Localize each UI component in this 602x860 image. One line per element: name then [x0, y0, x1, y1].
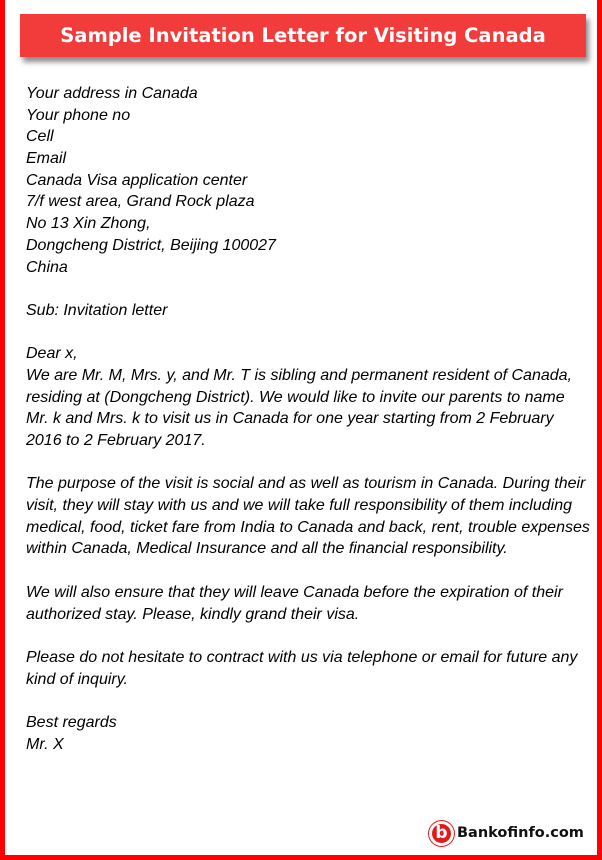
paragraph [26, 473, 598, 560]
recipient-line: No 13 Xin Zhong, [26, 215, 151, 233]
recipient-line: China [26, 258, 68, 276]
recipient-block [26, 170, 598, 278]
paragraph-line: residing at (Dongcheng District). We would like to invite our parents to name [26, 388, 565, 406]
watermark-text: Bankofinfo.com [457, 825, 584, 841]
sender-phone: Your phone no [26, 106, 131, 124]
sender-cell: Cell [26, 128, 54, 146]
salutation: Dear x, [26, 345, 78, 363]
closing-name: Mr. X [26, 735, 64, 753]
paragraph-line: 2016 to 2 February 2017. [26, 432, 206, 449]
paragraph [26, 582, 598, 625]
paragraph-line: within Canada, Medical Insurance and all the financial responsibility. [26, 540, 508, 558]
paragraph-line: We are Mr. M, Mrs. y, and Mr. T is sibling and permanent resident of Canada, [26, 366, 572, 384]
site-watermark [429, 818, 584, 848]
paragraph-line: Mr. k and Mrs. k to visit us in Canada for one year starting from 2 February [26, 410, 554, 428]
sender-block [26, 83, 598, 170]
recipient-line: Dongcheng District, Beijing 100027 [26, 236, 276, 254]
paragraph-line: The purpose of the visit is social and as well as tourism in Canada. During their [26, 475, 586, 493]
paragraph-line: Please do not hesitate to contract with us via telephone or email for future any [26, 648, 578, 666]
closing-block [26, 712, 598, 755]
title-banner [20, 14, 586, 57]
paragraph [26, 365, 598, 452]
closing-regards: Best regards [26, 713, 117, 731]
paragraph-line: kind of inquiry. [26, 670, 128, 688]
paragraph-line: We will also ensure that they will leave Canada before the expiration of their [26, 583, 563, 601]
sender-email: Email [26, 150, 67, 168]
subject-line: Sub: Invitation letter [26, 301, 168, 319]
letter-body [26, 83, 598, 755]
recipient-line: Canada Visa application center [26, 171, 248, 189]
recipient-line: 7/f west area, Grand Rock plaza [26, 193, 255, 211]
paragraph-line: medical, food, ticket fare from India to Canada and back, rent, trouble expenses [26, 518, 590, 536]
page-title: Sample Invitation Letter for Visiting Canada [60, 24, 546, 47]
paragraph-line: visit, they will stay with us and we will take full responsibility of them including [26, 497, 573, 515]
sender-address: Your address in Canada [26, 85, 198, 102]
bankofinfo-logo-icon: b [429, 821, 454, 846]
paragraph [26, 647, 598, 690]
paragraph-line: authorized stay. Please, kindly grand their visa. [26, 605, 360, 623]
